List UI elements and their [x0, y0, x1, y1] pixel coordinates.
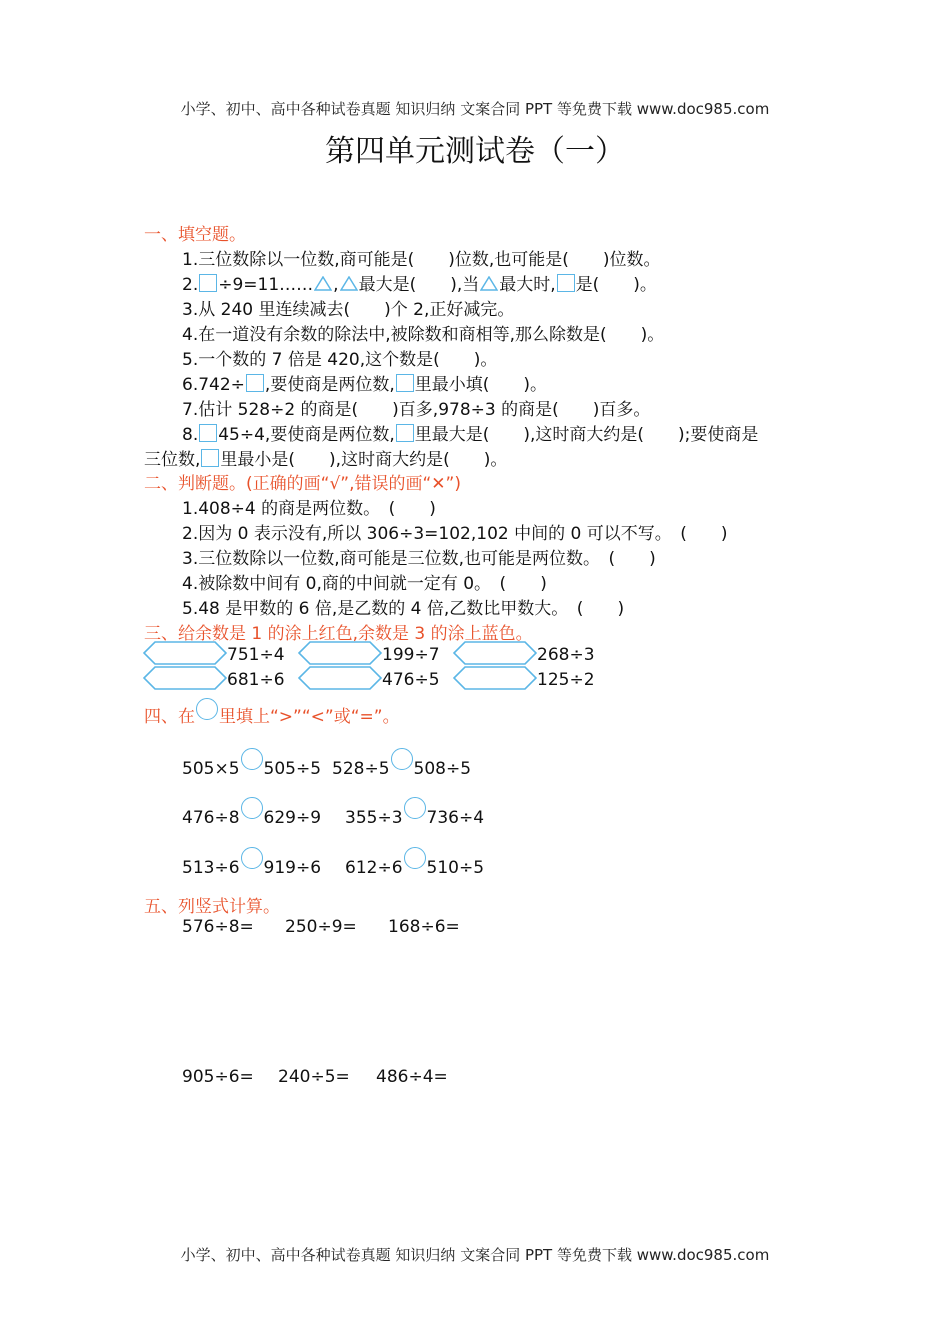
compare-circle-blank[interactable] — [404, 847, 426, 869]
calc-problem: 250÷9= — [285, 917, 357, 937]
fill-q5: 5.一个数的 7 倍是 420,这个数是( )。 — [182, 350, 498, 370]
division-item: 751÷4 — [227, 645, 285, 665]
calc-problem: 905÷6= — [182, 1067, 254, 1087]
hexagon-color-cell[interactable] — [453, 666, 537, 690]
calc-problem: 576÷8= — [182, 917, 254, 937]
section-4-heading-b: 里填上“>”“<”或“=”。 — [219, 707, 400, 727]
hexagon-color-cell[interactable] — [453, 641, 537, 665]
q2-text-4: 最大时, — [499, 275, 556, 295]
section-4-heading — [144, 698, 400, 727]
calc-problem: 486÷4= — [376, 1067, 448, 1087]
square-blank[interactable] — [201, 449, 219, 467]
compare-row — [182, 748, 321, 779]
division-item: 268÷3 — [537, 645, 595, 665]
compare-right: 505÷5 — [263, 759, 322, 779]
judge-q5: 5.48 是甲数的 6 倍,是乙数的 4 倍,乙数比甲数大。 ( ) — [182, 599, 625, 619]
page-title: 第四单元测试卷（一） — [325, 134, 625, 169]
hexagon-color-cell[interactable] — [143, 666, 227, 690]
compare-right: 629÷9 — [263, 808, 322, 828]
q6-text-1: 6.742÷ — [182, 375, 245, 395]
compare-left: 505×5 — [182, 759, 240, 779]
q8-text-2: 45÷4,要使商是两位数, — [218, 425, 395, 445]
compare-right: 736÷4 — [426, 808, 485, 828]
section-5-heading: 五、列竖式计算。 — [144, 897, 280, 917]
compare-right: 508÷5 — [413, 759, 472, 779]
section-1-heading: 一、填空题。 — [144, 225, 246, 245]
fill-q1: 1.三位数除以一位数,商可能是( )位数,也可能是( )位数。 — [182, 250, 661, 270]
compare-row — [345, 797, 484, 828]
section-3-heading: 三、给余数是 1 的涂上红色,余数是 3 的涂上蓝色。 — [144, 624, 533, 644]
q2-text-2: , — [333, 275, 339, 295]
compare-left: 528÷5 — [332, 759, 390, 779]
q2-text-1: ÷9=11…… — [218, 275, 314, 295]
page-footer: 小学、初中、高中各种试卷真题 知识归纳 文案合同 PPT 等免费下载 www.doc985.com — [180, 1246, 770, 1264]
compare-circle-blank[interactable] — [241, 797, 263, 819]
page-header: 小学、初中、高中各种试卷真题 知识归纳 文案合同 PPT 等免费下载 www.doc985.com — [180, 100, 770, 118]
section-4-heading-a: 四、在 — [144, 707, 195, 727]
calc-problem: 240÷5= — [278, 1067, 350, 1087]
hexagon-color-cell[interactable] — [298, 666, 382, 690]
compare-circle-blank[interactable] — [391, 748, 413, 770]
compare-circle-blank[interactable] — [404, 797, 426, 819]
square-blank[interactable] — [557, 274, 575, 292]
division-item: 199÷7 — [382, 645, 440, 665]
compare-left: 355÷3 — [345, 808, 403, 828]
fill-q8-cont — [144, 445, 507, 470]
square-blank[interactable] — [199, 424, 217, 442]
q8-text-1: 8. — [182, 425, 199, 445]
division-item: 476÷5 — [382, 670, 440, 690]
fill-q6 — [182, 370, 547, 395]
judge-q4: 4.被除数中间有 0,商的中间就一定有 0。 ( ) — [182, 574, 547, 594]
fill-q4: 4.在一道没有余数的除法中,被除数和商相等,那么除数是( )。 — [182, 325, 665, 345]
square-blank[interactable] — [396, 424, 414, 442]
division-item: 681÷6 — [227, 670, 285, 690]
compare-row — [345, 847, 484, 878]
compare-row — [182, 847, 321, 878]
triangle-blank[interactable] — [480, 276, 498, 291]
compare-row — [332, 748, 471, 779]
square-blank[interactable] — [396, 374, 414, 392]
fill-q2 — [182, 270, 657, 295]
fill-q3: 3.从 240 里连续减去( )个 2,正好减完。 — [182, 300, 515, 320]
q2-number: 2. — [182, 275, 199, 295]
calc-problem: 168÷6= — [388, 917, 460, 937]
fill-q8 — [182, 420, 758, 445]
triangle-blank[interactable] — [340, 276, 358, 291]
q2-text-5: 是( )。 — [575, 275, 657, 295]
judge-q3: 3.三位数除以一位数,商可能是三位数,也可能是两位数。 ( ) — [182, 549, 656, 569]
square-blank[interactable] — [246, 374, 264, 392]
compare-circle-blank[interactable] — [241, 847, 263, 869]
q8-text-3: 里最大是( ),这时商大约是( );要使商是 — [414, 425, 759, 445]
compare-row — [182, 797, 321, 828]
q8-text-4: 三位数, — [144, 450, 201, 470]
compare-left: 513÷6 — [182, 858, 240, 878]
judge-q2: 2.因为 0 表示没有,所以 306÷3=102,102 中间的 0 可以不写。 ( ) — [182, 524, 728, 544]
square-blank[interactable] — [199, 274, 217, 292]
triangle-blank[interactable] — [314, 276, 332, 291]
division-item: 125÷2 — [537, 670, 595, 690]
compare-left: 476÷8 — [182, 808, 240, 828]
hexagon-color-cell[interactable] — [298, 641, 382, 665]
q8-text-5: 里最小是( ),这时商大约是( )。 — [220, 450, 508, 470]
section-2-heading: 二、判断题。(正确的画“√”,错误的画“✕”) — [144, 474, 461, 494]
q6-text-3: 里最小填( )。 — [414, 375, 547, 395]
fill-q7: 7.估计 528÷2 的商是( )百多,978÷3 的商是( )百多。 — [182, 400, 651, 420]
compare-right: 510÷5 — [426, 858, 485, 878]
q2-text-3: 最大是( ),当 — [358, 275, 480, 295]
hexagon-color-cell[interactable] — [143, 641, 227, 665]
compare-left: 612÷6 — [345, 858, 403, 878]
q6-text-2: ,要使商是两位数, — [264, 375, 395, 395]
circle-icon — [196, 698, 218, 720]
compare-circle-blank[interactable] — [241, 748, 263, 770]
compare-right: 919÷6 — [263, 858, 322, 878]
judge-q1: 1.408÷4 的商是两位数。 ( ) — [182, 499, 436, 519]
